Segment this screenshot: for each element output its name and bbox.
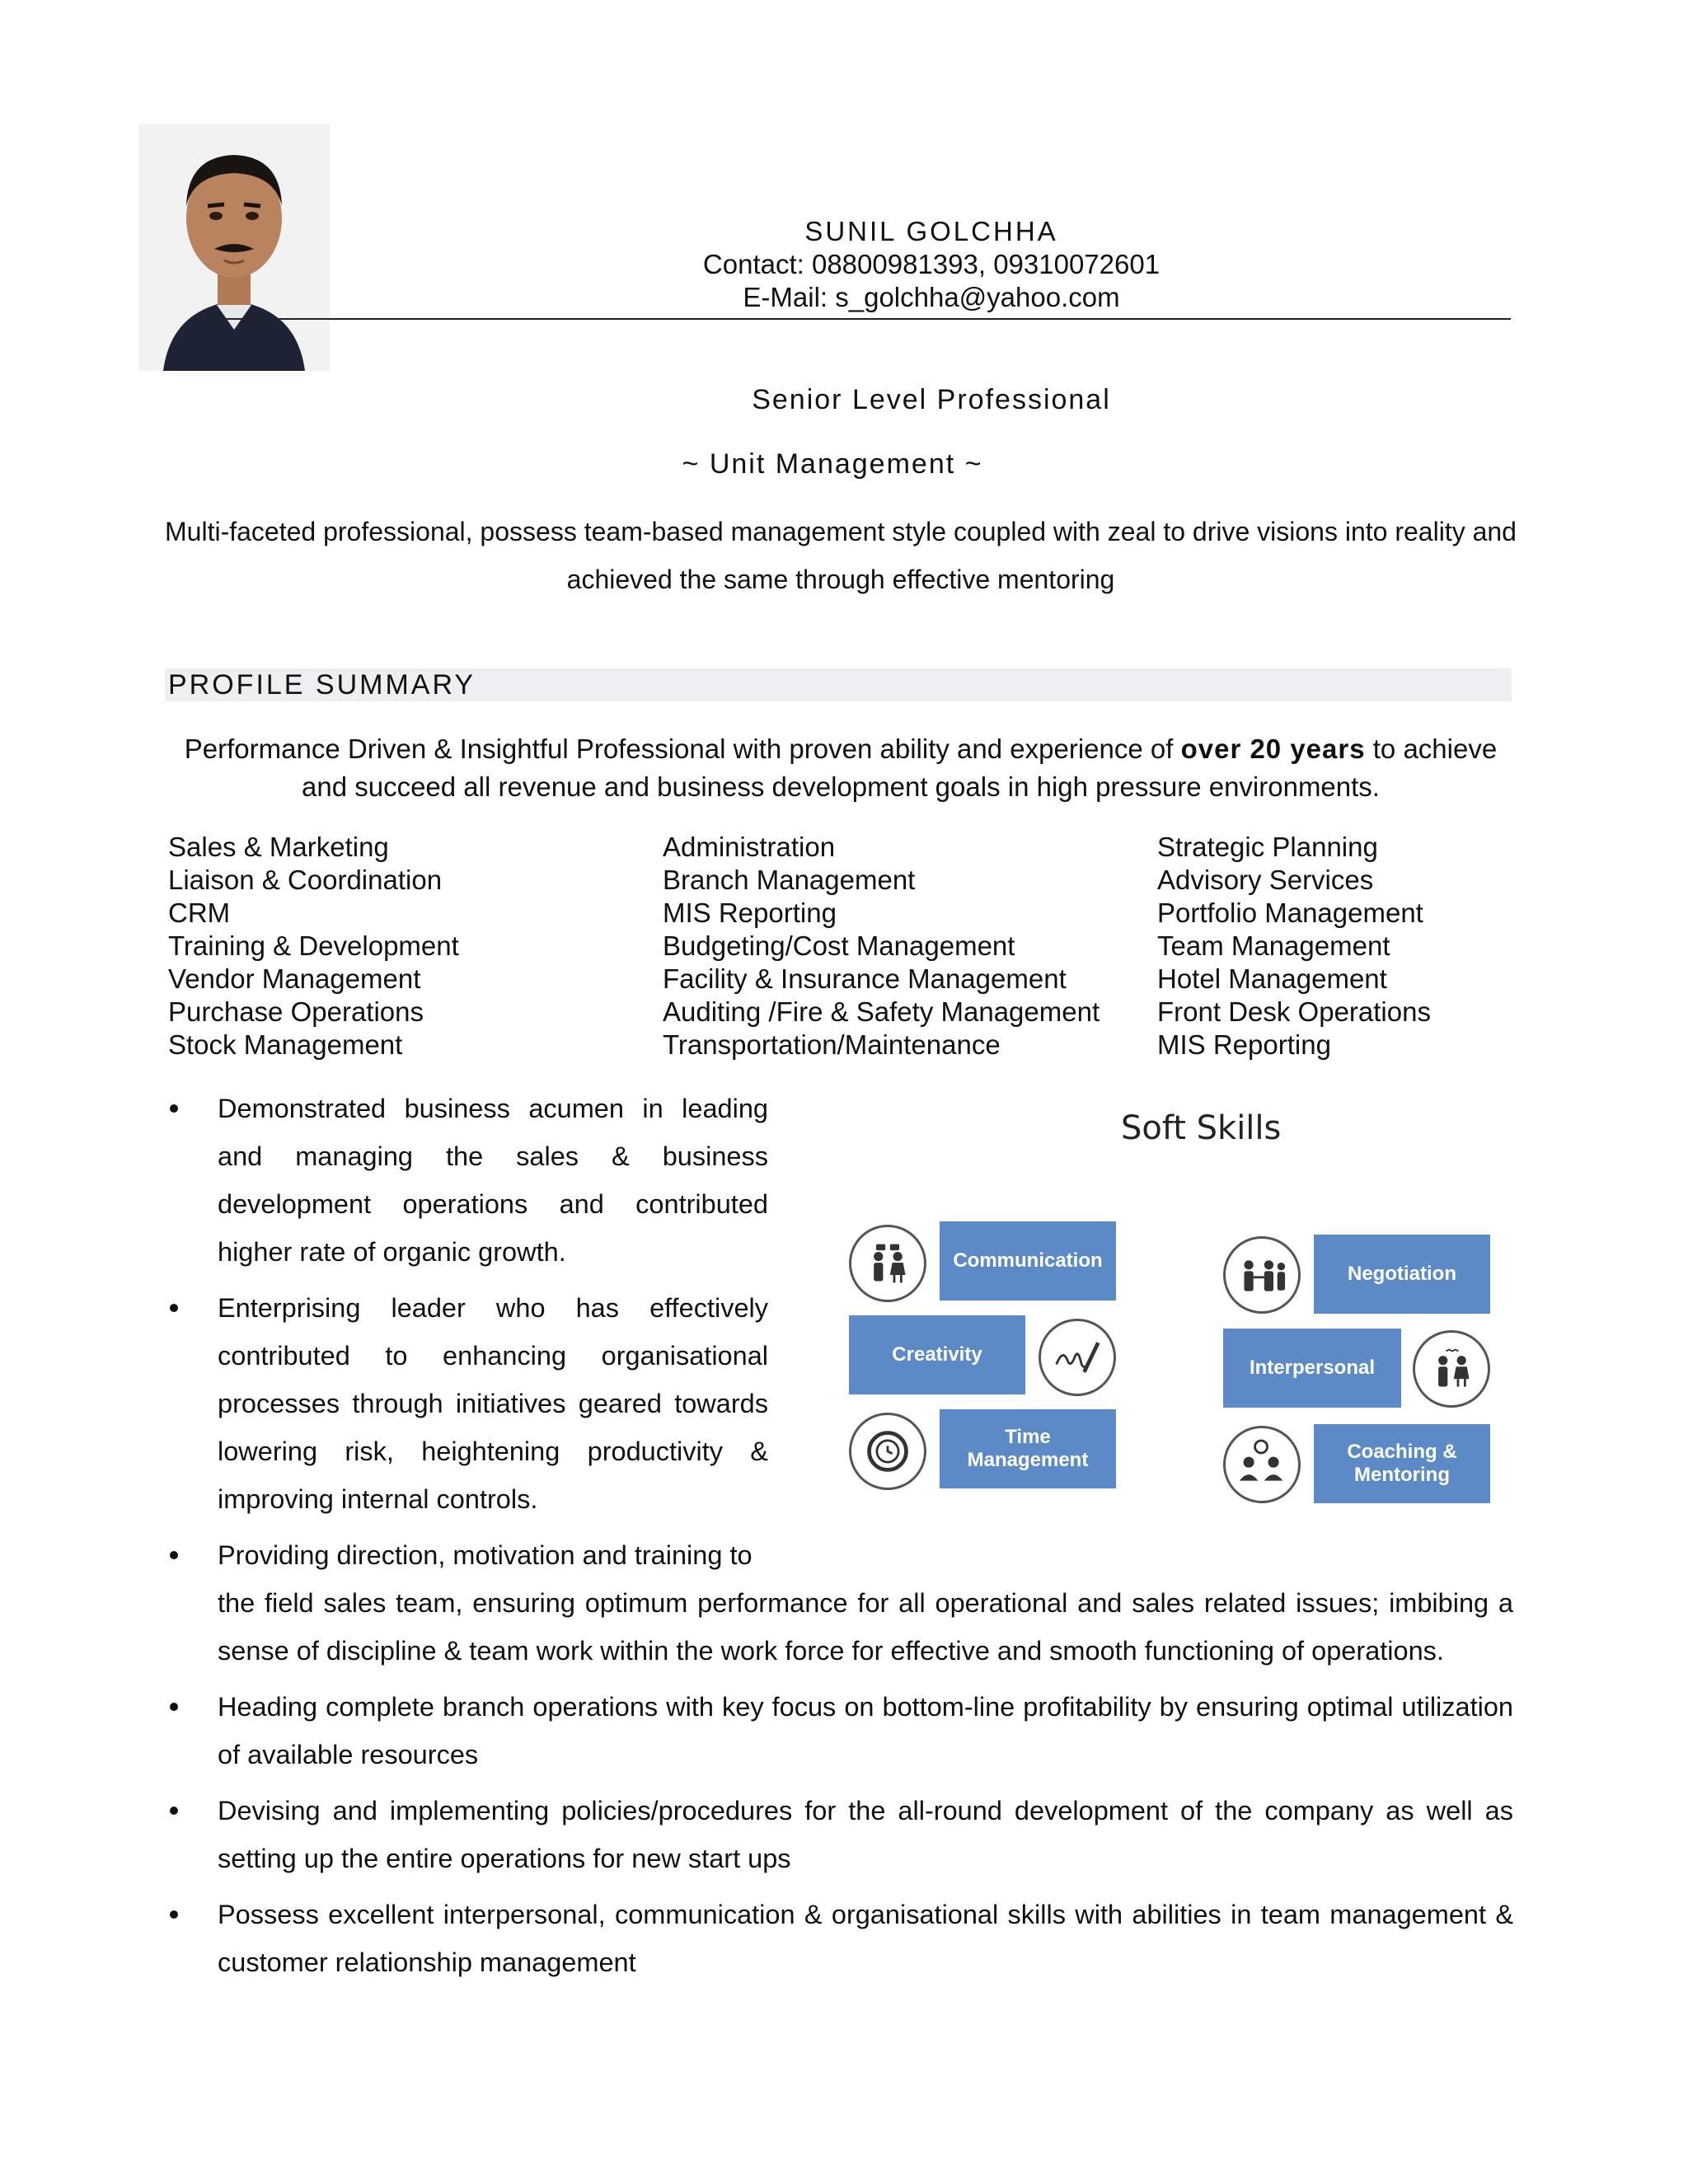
skill-item: Advisory Services: [1157, 865, 1374, 895]
profile-summary: [165, 730, 1517, 806]
skill-communication: [940, 1221, 1116, 1301]
handshake-people-icon: [1223, 1236, 1301, 1314]
list-item: Devising and implementing policies/procedures for the all-round development of the company as well as setting up the entire operations for new start ups: [165, 1787, 1513, 1882]
summary-highlight: over 20 years: [1180, 733, 1366, 764]
skill-item: Portfolio Management: [1157, 898, 1423, 928]
list-item-continuation: the field sales team, ensuring optimum performance for all operational and sales related issues; imbibing a sense of discipline & team work within the work force for effective and smooth functioning of operations.: [218, 1588, 1513, 1666]
skill-item: Liaison & Coordination: [168, 865, 443, 895]
header-divider: [194, 318, 1511, 320]
intro-statement: Multi-faceted professional, possess team-based management style coupled with zeal to drive visions into reality and achieved the same through effective mentoring: [165, 517, 1517, 594]
list-item: Enterprising leader who has effectively contributed to enhancing organisational processes through initiatives geared towards lowering risk, heightening productivity & improving internal controls.: [165, 1284, 768, 1523]
skill-label-line: Time: [1005, 1426, 1051, 1448]
soft-skills-title: Soft Skills: [1121, 1109, 1282, 1147]
section-title: PROFILE SUMMARY: [168, 669, 476, 701]
skills-column-1: [168, 831, 459, 1062]
list-item: Heading complete branch operations with key focus on bottom-line profitability by ensuring optimal utilization of available resources: [165, 1683, 1513, 1779]
skills-column-3: [1157, 831, 1431, 1062]
skill-label: Creativity: [892, 1343, 982, 1366]
profile-photo: [138, 124, 330, 371]
skill-item: Hotel Management: [1157, 963, 1387, 994]
skill-item: Branch Management: [663, 865, 916, 895]
candidate-name: SUNIL GOLCHHA: [804, 216, 1058, 246]
skill-coaching-mentoring: [1314, 1424, 1490, 1503]
skill-label-line: Management: [967, 1449, 1089, 1471]
skill-item: Team Management: [1157, 930, 1390, 961]
pen-scribble-icon: [1039, 1319, 1116, 1396]
mentoring-people-icon: [1223, 1426, 1301, 1503]
contact-phone: Contact: 08800981393, 09310072601: [702, 249, 1160, 279]
skill-label-line: Mentoring: [1354, 1464, 1450, 1486]
subtagline: ~ Unit Management ~: [682, 448, 983, 480]
skill-label-line: Coaching &: [1347, 1441, 1457, 1463]
people-talking-icon: [849, 1225, 926, 1302]
person-portrait-icon: [138, 124, 330, 371]
list-item: Demonstrated business acumen in leading and managing the sales & business development operations and contributed higher rate of organic growth.: [165, 1085, 768, 1276]
skills-column-2: [663, 831, 1100, 1062]
couple-icon: [1413, 1330, 1490, 1408]
skill-item: Administration: [663, 832, 836, 862]
skill-negotiation: [1314, 1235, 1490, 1314]
skill-item: Front Desk Operations: [1157, 996, 1431, 1027]
skill-item: Facility & Insurance Management: [663, 963, 1067, 994]
contact-email: E-Mail: s_golchha@yahoo.com: [743, 282, 1120, 312]
skill-label: Negotiation: [1348, 1263, 1456, 1285]
list-item: Providing direction, motivation and training to: [165, 1531, 1513, 1579]
summary-text-end: to achieve and succeed all revenue and business development goals in high pressure environments.: [302, 733, 1498, 802]
skill-item: Transportation/Maintenance: [663, 1029, 1001, 1060]
skill-item: MIS Reporting: [1157, 1029, 1331, 1060]
skill-label: [968, 1426, 1089, 1472]
skill-item: Purchase Operations: [168, 996, 424, 1027]
skill-item: Auditing /Fire & Safety Management: [663, 996, 1100, 1027]
skill-item: Strategic Planning: [1157, 832, 1378, 862]
skill-item: Training & Development: [168, 930, 459, 961]
summary-text-start: Performance Driven & Insightful Professional with proven ability and experience of: [184, 733, 1181, 764]
achievement-list: [165, 1085, 1513, 1994]
skill-item: MIS Reporting: [663, 898, 837, 928]
skill-time-management: [940, 1409, 1116, 1488]
skill-item: Budgeting/Cost Management: [663, 930, 1015, 961]
skill-label: Communication: [953, 1249, 1103, 1272]
list-item: Possess excellent interpersonal, communication & organisational skills with abilities in team management & customer relationship management: [165, 1891, 1513, 1986]
skill-item: Vendor Management: [168, 963, 421, 994]
skill-item: Sales & Marketing: [168, 832, 389, 862]
clock-icon: [849, 1413, 926, 1490]
skill-label: Interpersonal: [1249, 1357, 1376, 1379]
skill-label: [1347, 1441, 1456, 1487]
skill-creativity: [849, 1315, 1025, 1394]
skill-interpersonal: [1223, 1329, 1401, 1408]
skill-item: Stock Management: [168, 1029, 403, 1060]
skill-item: CRM: [168, 898, 231, 928]
tagline: Senior Level Professional: [752, 384, 1111, 415]
